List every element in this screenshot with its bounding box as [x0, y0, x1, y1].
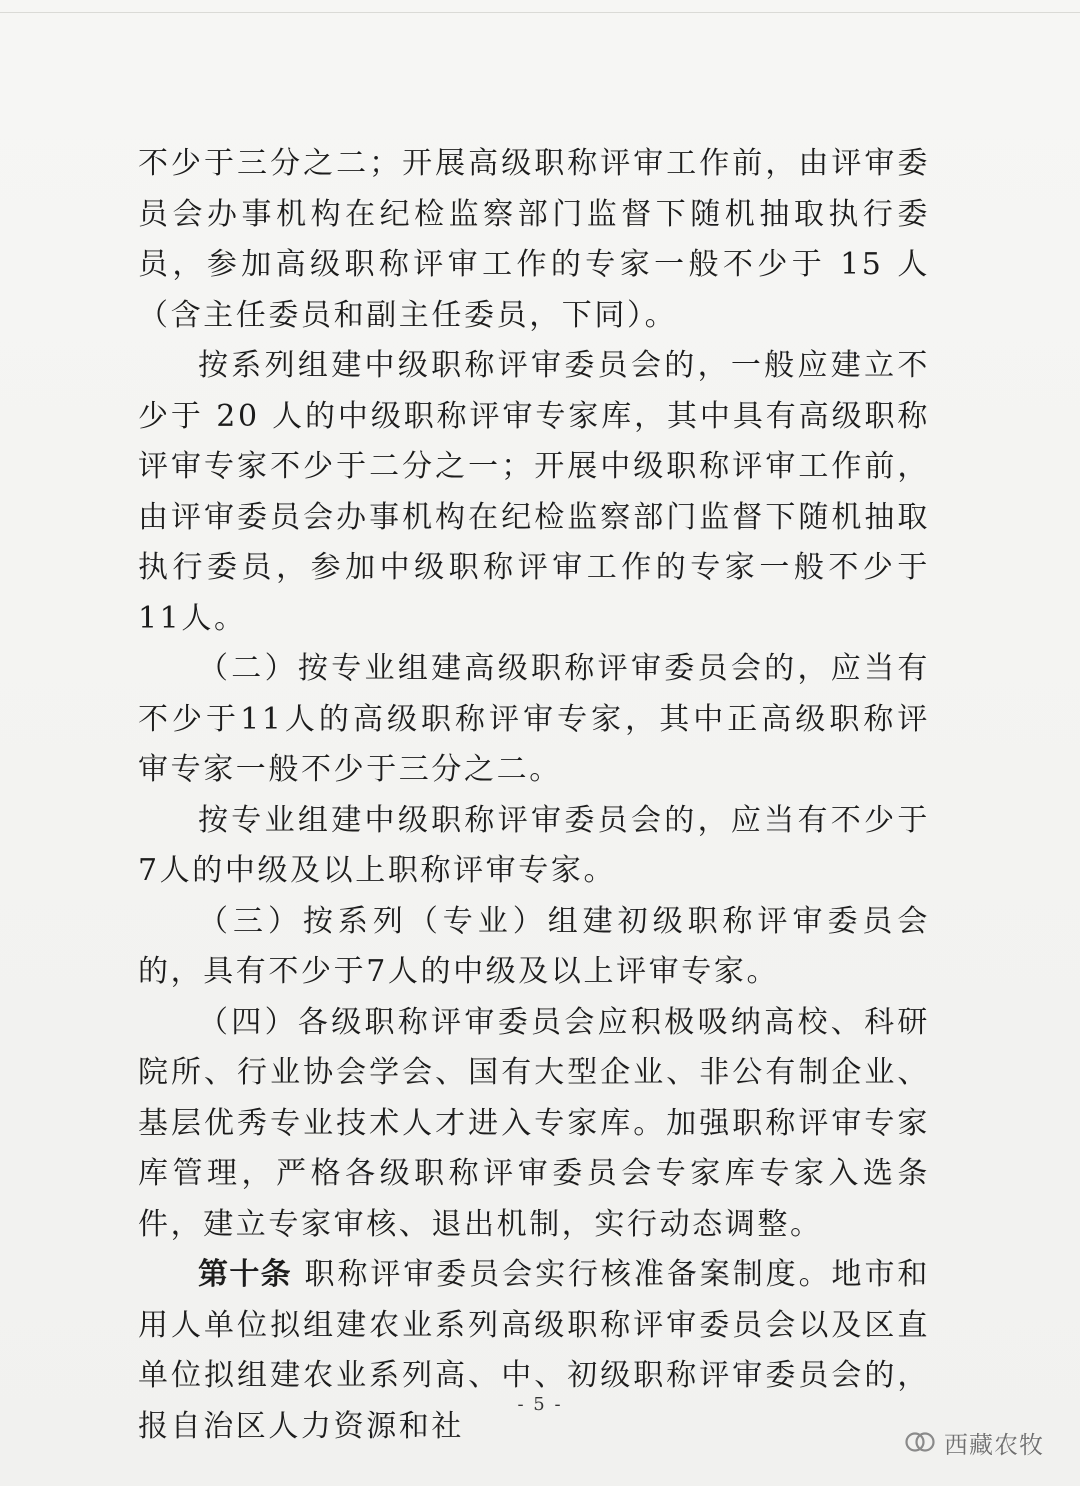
- paragraph-item-4: [138, 998, 930, 1251]
- paragraph-article-10: [138, 1250, 930, 1452]
- paragraph-item-2: [138, 644, 930, 796]
- paragraph-text: 职称评审委员会实行核准备案制度。地市和用人单位拟组建农业系列高级职称评审委员会以及区直单位拟组建农业系列高、中、初级职称评审委员会的，报自治区人力资源和社: [138, 1257, 931, 1444]
- document-body: [138, 139, 930, 1452]
- account-watermark: [904, 1424, 1044, 1460]
- paragraph-text: 不少于三分之二；开展高级职称评审工作前，由评审委员会办事机构在纪检监察部门监督下随机抽取执行委员，参加高级职称评审工作的专家一般不少于 15 人（含主任委员和副主任委员，下同）。: [138, 146, 930, 333]
- wechat-channel-icon: [904, 1428, 936, 1456]
- paragraph-continued: [138, 139, 930, 341]
- page-number: - 5 -: [517, 1394, 563, 1415]
- paragraph-item-3: [138, 897, 930, 998]
- watermark-text: 西藏农牧: [944, 1430, 1044, 1459]
- paragraph-text: （三）按系列（专业）组建初级职称评审委员会的，具有不少于7人的中级及以上评审专家。: [138, 903, 930, 989]
- paragraph-mid-level-specialty: [138, 796, 930, 897]
- scan-edge-line: [0, 12, 1080, 13]
- paragraph-text: （四）各级职称评审委员会应积极吸纳高校、科研院所、行业协会学会、国有大型企业、非公有制企业、基层优秀专业技术人才进入专家库。加强职称评审专家库管理，严格各级职称评审委员会专家库专家入选条件，建立专家审核、退出机制，实行动态调整。: [138, 1004, 930, 1242]
- paragraph-text: 按专业组建中级职称评审委员会的，应当有不少于7人的中级及以上职称评审专家。: [138, 802, 930, 888]
- paragraph-text: 按系列组建中级职称评审委员会的，一般应建立不少于 20 人的中级职称评审专家库，其中具有高级职称评审专家不少于二分之一；开展中级职称评审工作前，由评审委员会办事机构在纪检监察部门监督下随机抽取执行委员，参加中级职称评审工作的专家一般不少于11人。: [138, 348, 930, 636]
- paragraph-mid-level-series: [138, 341, 930, 644]
- paragraph-text: （二）按专业组建高级职称评审委员会的，应当有不少于11人的高级职称评审专家，其中正高级职称评审专家一般不少于三分之二。: [138, 651, 930, 787]
- article-heading: 第十条: [198, 1257, 293, 1292]
